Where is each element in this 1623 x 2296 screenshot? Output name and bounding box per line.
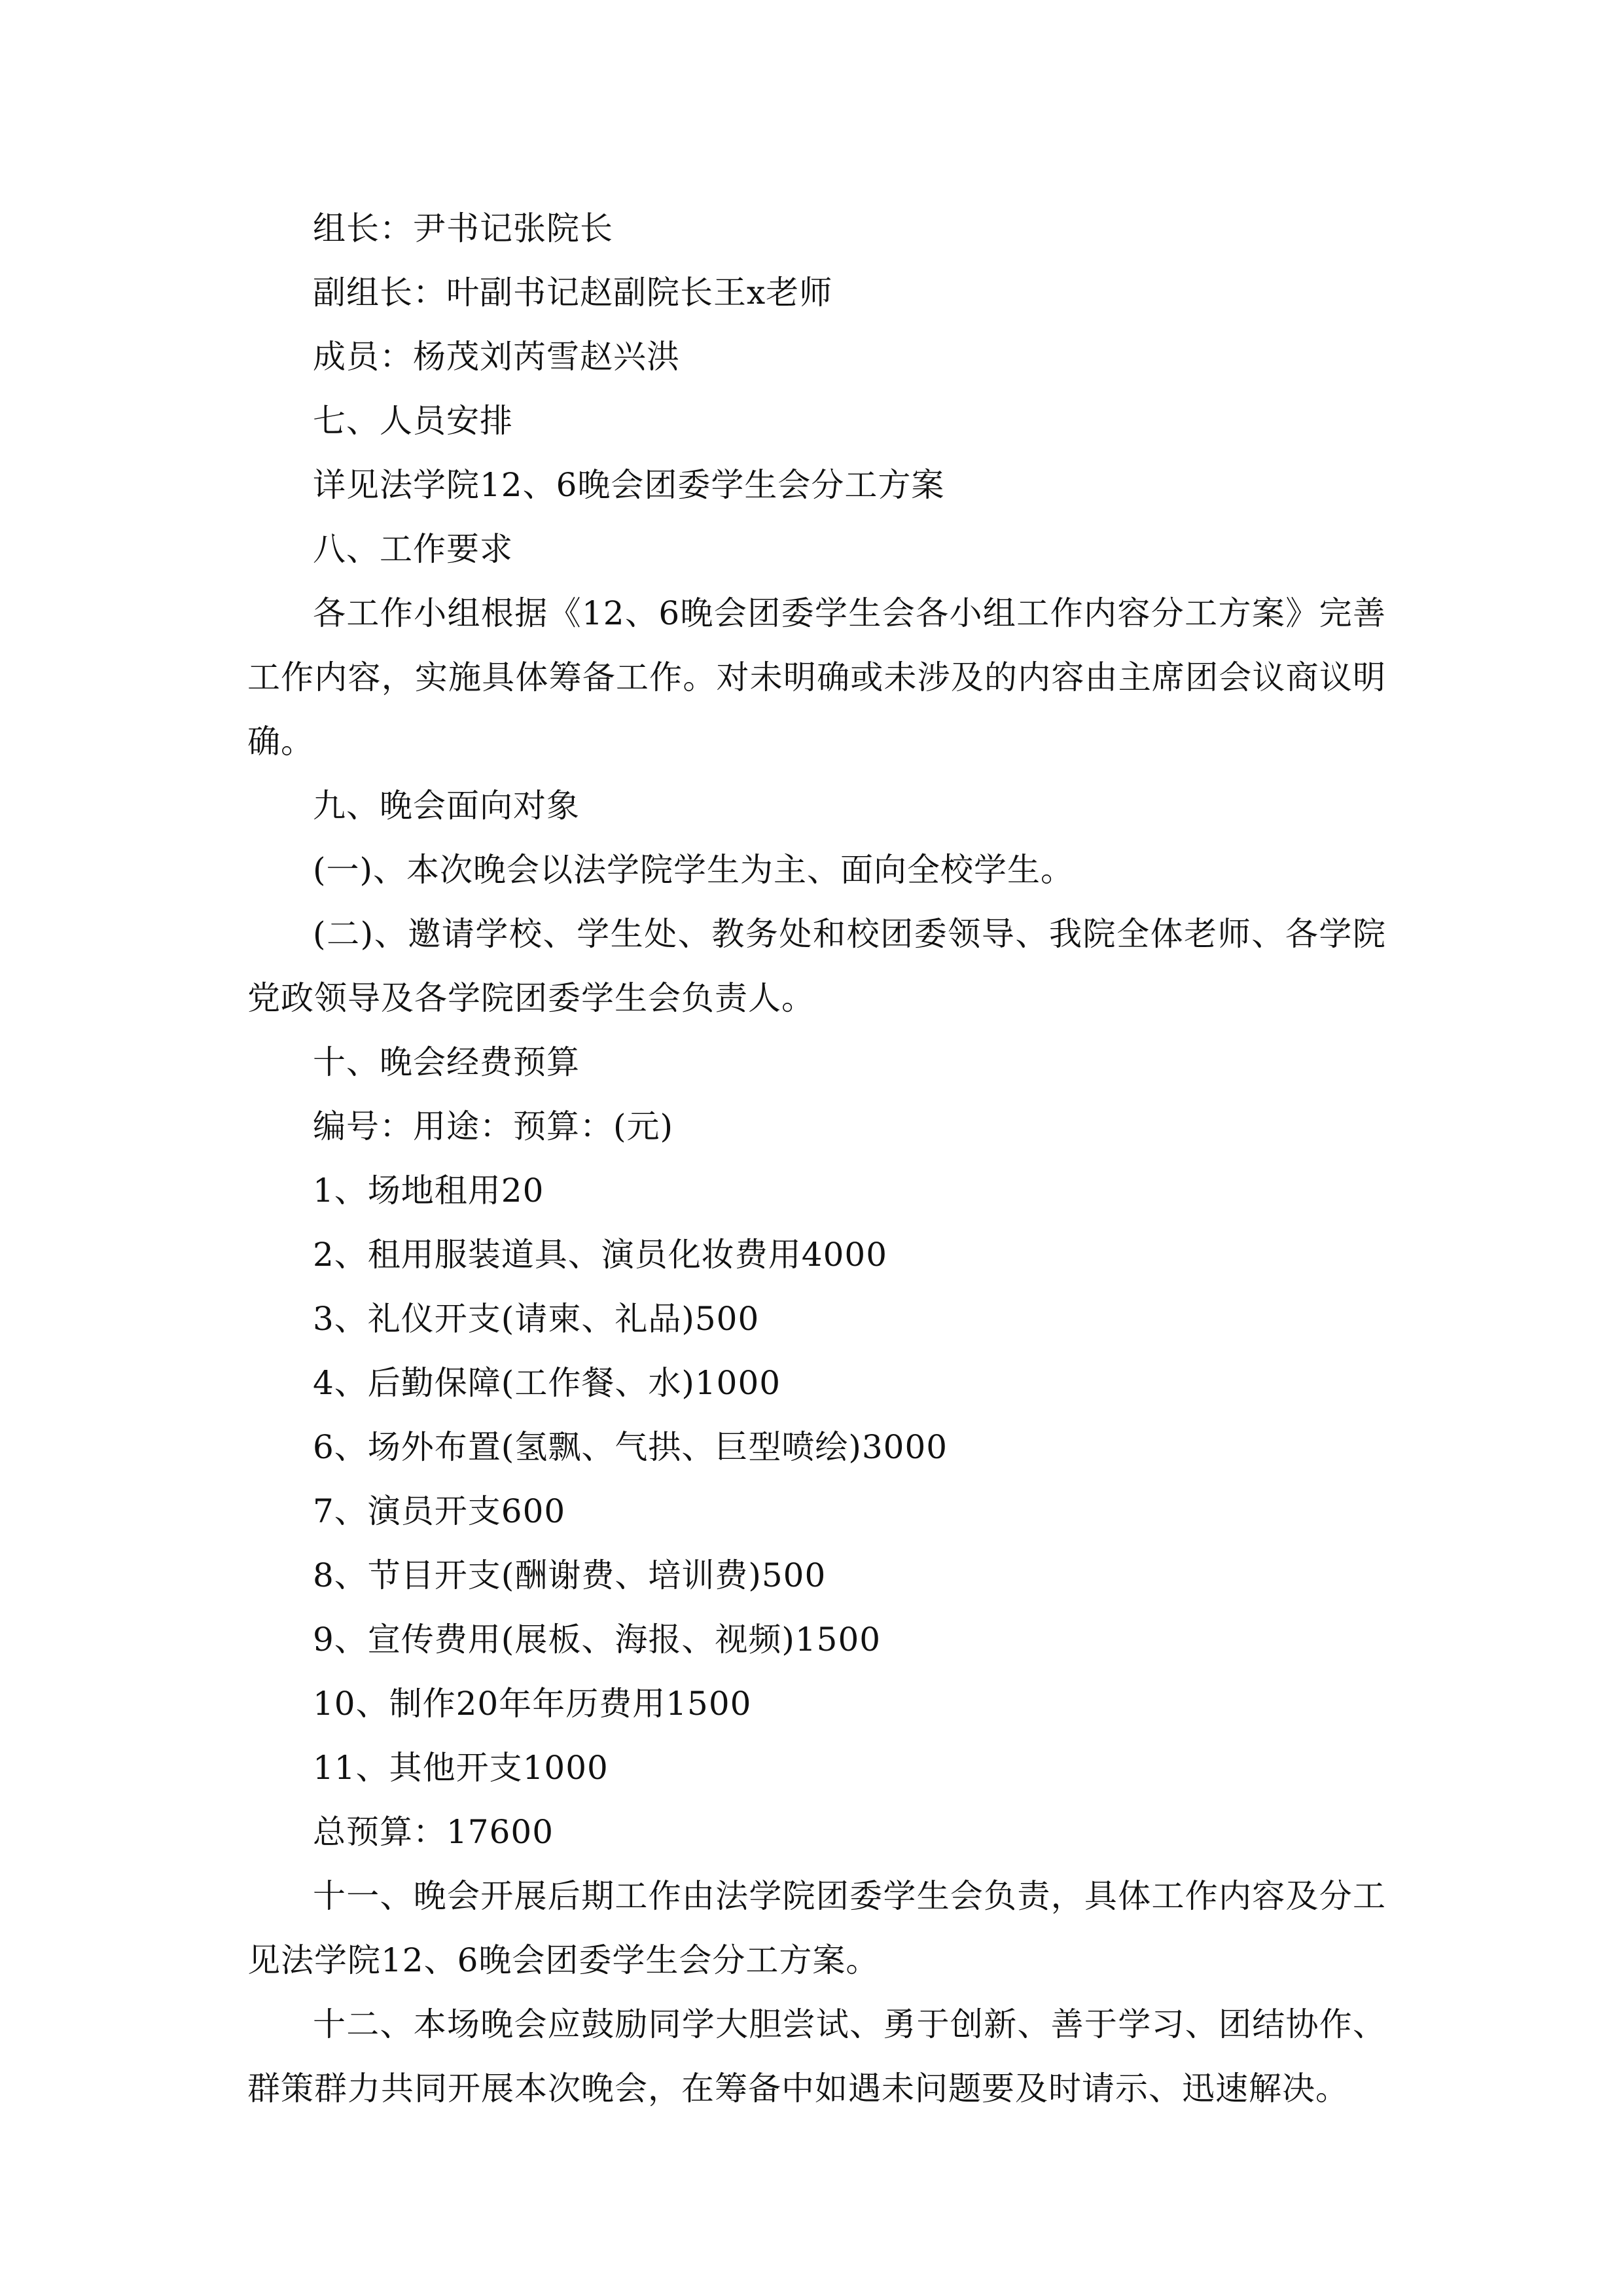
budget-item: 7、演员开支600 [313, 1492, 566, 1530]
audience-item-2: (二)、邀请学校、学生处、教务处和校团委领导、我院全体老师、各学院党政领导及各学院团委学生会负责人。 [247, 915, 1386, 1017]
budget-item: 3、礼仪开支(请柬、礼品)500 [313, 1300, 760, 1338]
leader-line: 组长：尹书记张院长 [313, 209, 613, 247]
section-heading-budget: 十、晚会经费预算 [313, 1043, 580, 1081]
budget-item: 4、后勤保障(工作餐、水)1000 [313, 1364, 781, 1402]
budget-item: 2、租用服装道具、演员化妆费用4000 [313, 1236, 888, 1274]
budget-item: 8、节目开支(酬谢费、培训费)500 [313, 1556, 827, 1594]
section-heading-requirements: 八、工作要求 [313, 530, 513, 568]
deputy-leader-line: 副组长：叶副书记赵副院长王x老师 [313, 274, 833, 312]
section-heading-audience: 九、晚会面向对象 [313, 787, 580, 825]
section-heading-staffing: 七、人员安排 [313, 402, 513, 440]
budget-item: 11、其他开支1000 [313, 1749, 609, 1787]
budget-item: 9、宣传费用(展板、海报、视频)1500 [313, 1621, 882, 1659]
budget-total: 总预算：17600 [313, 1813, 554, 1851]
budget-item: 1、场地租用20 [313, 1172, 544, 1210]
members-line: 成员：杨茂刘芮雪赵兴洪 [313, 338, 680, 376]
requirements-paragraph: 各工作小组根据《12、6晚会团委学生会各小组工作内容分工方案》完善工作内容，实施具体筹备工作。对未明确或未涉及的内容由主席团会议商议明确。 [247, 594, 1386, 761]
budget-item: 6、场外布置(氢飘、气拱、巨型喷绘)3000 [313, 1428, 948, 1466]
budget-header: 编号：用途：预算：(元) [313, 1107, 674, 1145]
section-twelve-paragraph: 十二、本场晚会应鼓励同学大胆尝试、勇于创新、善于学习、团结协作、群策群力共同开展本次晚会，在筹备中如遇未问题要及时请示、迅速解决。 [247, 2005, 1386, 2108]
staffing-detail: 详见法学院12、6晚会团委学生会分工方案 [313, 466, 945, 504]
budget-item: 10、制作20年年历费用1500 [313, 1685, 752, 1723]
document-body [247, 196, 1386, 2121]
section-eleven-paragraph: 十一、晚会开展后期工作由法学院团委学生会负责，具体工作内容及分工见法学院12、6晚会团委学生会分工方案。 [247, 1877, 1386, 1979]
audience-item-1: (一)、本次晚会以法学院学生为主、面向全校学生。 [313, 851, 1075, 889]
